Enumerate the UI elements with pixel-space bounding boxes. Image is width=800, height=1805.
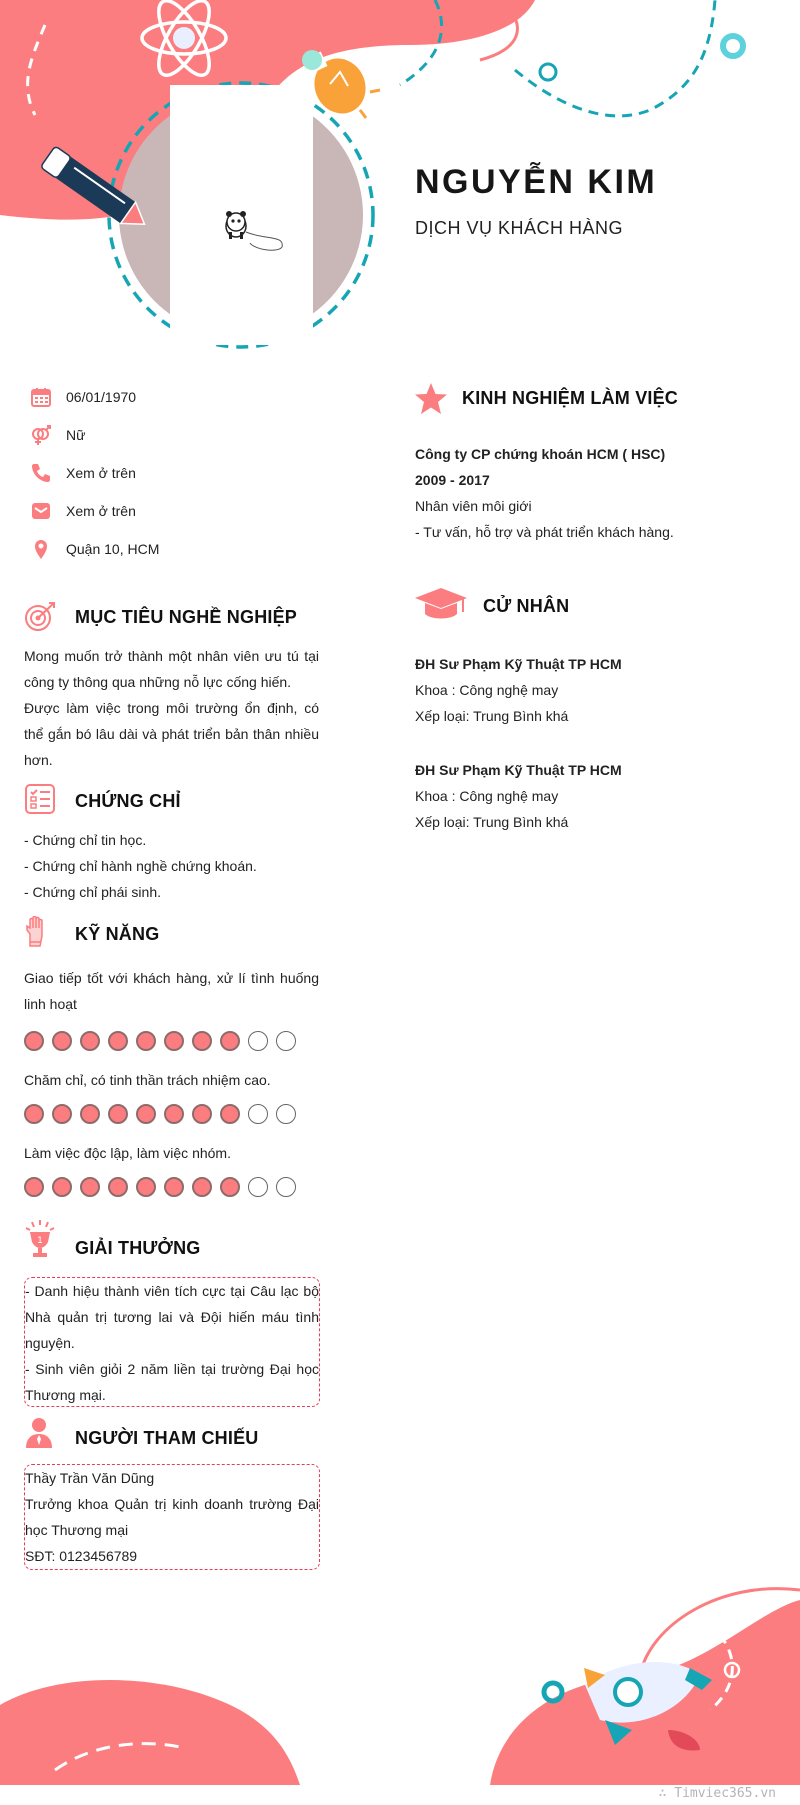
award-item: - Danh hiệu thành viên tích cực tại Câu lạc bộ Nhà quản trị tương lai và Đội hiến máu tình nguyện. bbox=[25, 1283, 319, 1351]
rating-dot-filled bbox=[164, 1177, 184, 1197]
rating-dot-filled bbox=[108, 1031, 128, 1051]
objective-line: Mong muốn trở thành một nhân viên ưu tú tại công ty thông qua những nỗ lực cống hiến. bbox=[24, 648, 319, 690]
skill-label: Chăm chỉ, có tinh thần trách nhiệm cao. bbox=[24, 1072, 271, 1088]
company-name: Công ty CP chứng khoán HCM ( HSC) bbox=[415, 446, 666, 462]
objective-text bbox=[24, 643, 319, 773]
rating-dot-filled bbox=[80, 1177, 100, 1197]
skill-rating bbox=[24, 1177, 296, 1197]
award-item: - Sinh viên giỏi 2 năm liền tại trường Đại học Thương mại. bbox=[25, 1361, 319, 1403]
rating-dot-filled bbox=[136, 1177, 156, 1197]
reference-line: SĐT: 0123456789 bbox=[25, 1548, 138, 1564]
faculty: Khoa : Công nghệ may bbox=[415, 788, 559, 804]
references-title: NGƯỜI THAM CHIẾU bbox=[75, 1428, 259, 1448]
contact-address bbox=[30, 537, 330, 561]
certificate-item: - Chứng chỉ phái sinh. bbox=[24, 884, 161, 900]
star-icon bbox=[413, 382, 449, 416]
target-icon bbox=[24, 600, 58, 632]
skill-label: Giao tiếp tốt với khách hàng, xử lí tình huống linh hoạt bbox=[24, 970, 319, 1012]
phone-value: Xem ở trên bbox=[66, 465, 136, 481]
phone-icon bbox=[30, 462, 52, 484]
job-title: DỊCH VỤ KHÁCH HÀNG bbox=[415, 218, 624, 238]
location-pin-icon bbox=[30, 538, 52, 560]
calendar-icon bbox=[30, 386, 52, 408]
certificates-list bbox=[24, 827, 319, 905]
rating-dot-empty bbox=[248, 1104, 268, 1124]
footer-decoration bbox=[0, 1580, 800, 1785]
grade: Xếp loại: Trung Bình khá bbox=[415, 814, 569, 830]
rating-dot-empty bbox=[248, 1177, 268, 1197]
experience-entry bbox=[415, 441, 775, 545]
rating-dot-filled bbox=[108, 1104, 128, 1124]
references-box bbox=[24, 1464, 320, 1570]
rating-dot-filled bbox=[52, 1031, 72, 1051]
gender-value: Nữ bbox=[66, 427, 86, 443]
light-bulb-icon bbox=[302, 50, 380, 122]
rating-dot-filled bbox=[136, 1104, 156, 1124]
rating-dot-filled bbox=[80, 1031, 100, 1051]
rating-dot-filled bbox=[192, 1104, 212, 1124]
faculty: Khoa : Công nghệ may bbox=[415, 682, 559, 698]
education-title: CỬ NHÂN bbox=[483, 596, 570, 616]
email-icon bbox=[30, 500, 52, 522]
certificates-title: CHỨNG CHỈ bbox=[75, 791, 181, 811]
rating-dot-filled bbox=[164, 1031, 184, 1051]
birthday-value: 06/01/1970 bbox=[66, 389, 137, 405]
rating-dot-filled bbox=[80, 1104, 100, 1124]
address-value: Quận 10, HCM bbox=[66, 541, 160, 557]
work-period: 2009 - 2017 bbox=[415, 472, 490, 488]
rating-dot-filled bbox=[220, 1031, 240, 1051]
person-icon bbox=[24, 1417, 54, 1449]
education-entry bbox=[415, 757, 775, 835]
objective-line: Được làm việc trong môi trường ổn định, có thể gắn bó lâu dài và phát triển bản thân nhiều hơn. bbox=[24, 700, 319, 768]
school-name: ĐH Sư Phạm Kỹ Thuật TP HCM bbox=[415, 762, 622, 778]
checklist-icon bbox=[24, 783, 56, 815]
rating-dot-filled bbox=[192, 1177, 212, 1197]
contact-gender bbox=[30, 423, 330, 447]
gender-icon bbox=[30, 424, 52, 446]
svg-text:1: 1 bbox=[37, 1236, 43, 1246]
awards-box bbox=[24, 1277, 320, 1407]
rating-dot-filled bbox=[164, 1104, 184, 1124]
certificate-item: - Chứng chỉ tin học. bbox=[24, 832, 147, 848]
raised-hand-icon bbox=[24, 916, 50, 948]
rating-dot-filled bbox=[108, 1177, 128, 1197]
skill-rating bbox=[24, 1104, 296, 1124]
contact-birthday bbox=[30, 385, 330, 409]
header-decoration bbox=[0, 0, 800, 360]
graduation-cap-icon bbox=[413, 586, 469, 624]
school-name: ĐH Sư Phạm Kỹ Thuật TP HCM bbox=[415, 656, 622, 672]
trophy-icon bbox=[24, 1218, 56, 1258]
rating-dot-empty bbox=[248, 1031, 268, 1051]
experience-title: KINH NGHIỆM LÀM VIỆC bbox=[462, 388, 679, 408]
rating-dot-filled bbox=[52, 1104, 72, 1124]
work-role: Nhân viên môi giới bbox=[415, 498, 532, 514]
email-value: Xem ở trên bbox=[66, 503, 136, 519]
rating-dot-empty bbox=[276, 1031, 296, 1051]
skill-label: Làm việc độc lập, làm việc nhóm. bbox=[24, 1145, 231, 1161]
skill-rating bbox=[24, 1031, 296, 1051]
watermark: ∴ Timviec365.vn bbox=[658, 1786, 776, 1801]
rating-dot-filled bbox=[220, 1177, 240, 1197]
rating-dot-empty bbox=[276, 1177, 296, 1197]
rating-dot-empty bbox=[276, 1104, 296, 1124]
reference-line: Thầy Trần Văn Dũng bbox=[25, 1470, 155, 1486]
awards-title: GIẢI THƯỞNG bbox=[75, 1238, 201, 1258]
rating-dot-filled bbox=[220, 1104, 240, 1124]
reference-line: Trưởng khoa Quản trị kinh doanh trường Đại học Thương mại bbox=[25, 1496, 319, 1538]
education-entry bbox=[415, 651, 775, 729]
rating-dot-filled bbox=[136, 1031, 156, 1051]
rating-dot-filled bbox=[24, 1031, 44, 1051]
skills-title: KỸ NĂNG bbox=[75, 924, 160, 944]
grade: Xếp loại: Trung Bình khá bbox=[415, 708, 569, 724]
work-description: - Tư vấn, hỗ trợ và phát triển khách hàng. bbox=[415, 524, 674, 540]
rating-dot-filled bbox=[52, 1177, 72, 1197]
rating-dot-filled bbox=[24, 1177, 44, 1197]
contact-phone bbox=[30, 461, 330, 485]
contact-email bbox=[30, 499, 330, 523]
certificate-item: - Chứng chỉ hành nghề chứng khoán. bbox=[24, 858, 257, 874]
candidate-name: NGUYỄN KIM bbox=[415, 163, 658, 201]
rating-dot-filled bbox=[192, 1031, 212, 1051]
objective-title: MỤC TIÊU NGHỀ NGHIỆP bbox=[75, 607, 298, 627]
rating-dot-filled bbox=[24, 1104, 44, 1124]
